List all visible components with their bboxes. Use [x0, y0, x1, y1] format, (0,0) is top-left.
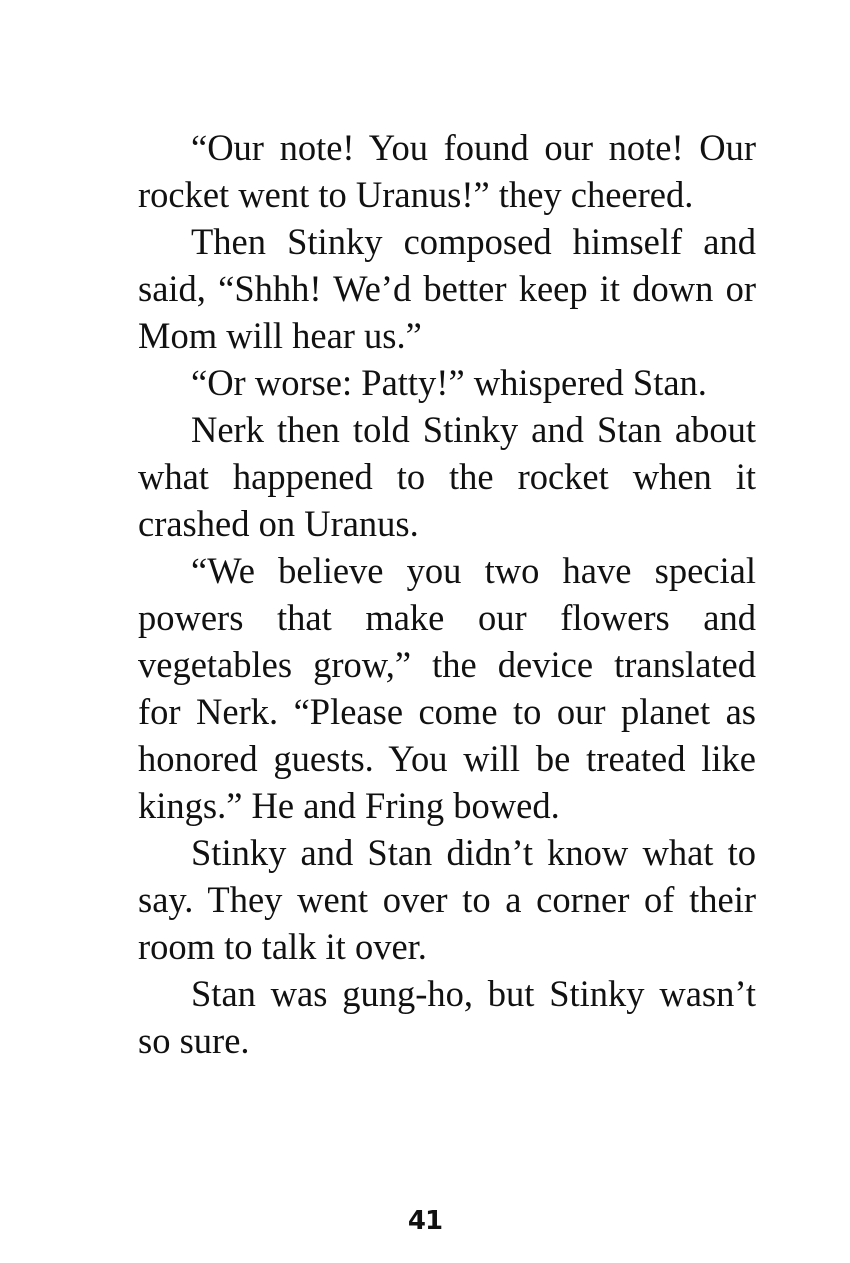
paragraph-4: Nerk then told Stinky and Stan about what happened to the rocket when it crashed on Uranus. — [138, 409, 756, 544]
paragraph-6: Stinky and Stan didn’t know what to say. They went over to a corner of their room to talk it over. — [138, 832, 756, 967]
page-number: 41 — [407, 1206, 443, 1236]
paragraph-2: Then Stinky composed himself and said, “Shhh! We’d better keep it down or Mom will hear us.” — [138, 221, 756, 356]
body-text — [138, 124, 756, 1064]
paragraph-7: Stan was gung-ho, but Stinky wasn’t so sure. — [138, 973, 756, 1061]
paragraph-5: “We believe you two have special powers that make our flowers and vegetables grow,” the device translated for Nerk. “Please come to our planet as honored guests. You will be treated like kings.” He and Fring bowed. — [138, 550, 756, 826]
paragraph-3: “Or worse: Patty!” whispered Stan. — [191, 362, 707, 403]
paragraph-1: “Our note! You found our note! Our rocket went to Uranus!” they cheered. — [138, 127, 756, 215]
